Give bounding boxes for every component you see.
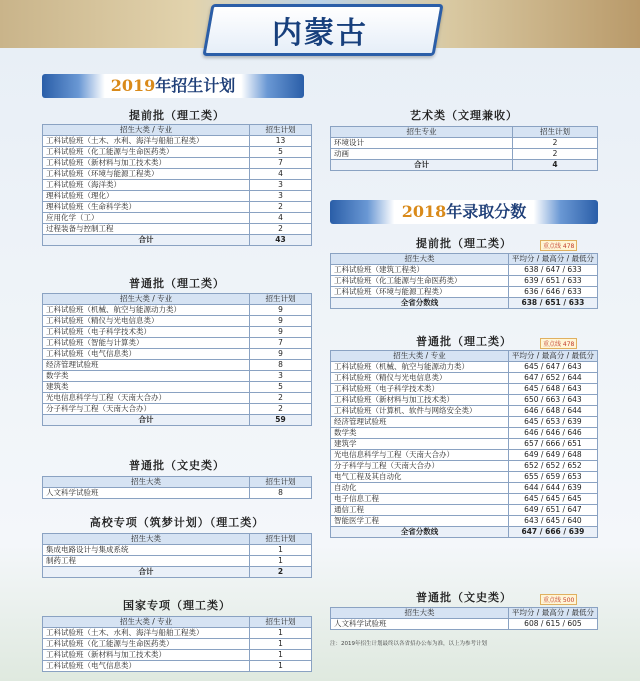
row-label: 工科试验班（电气信息类） (43, 349, 250, 360)
row-label: 电子信息工程 (331, 494, 509, 505)
total-value: 59 (250, 415, 312, 426)
table-row (331, 373, 598, 384)
plan-2019-ribbon (42, 74, 304, 98)
table-row (331, 505, 598, 516)
row-label: 智能医学工程 (331, 516, 509, 527)
row-value: 636 / 646 / 633 (508, 287, 597, 298)
row-value: 5 (250, 147, 312, 158)
row-label: 集成电路设计与集成系统 (43, 545, 250, 556)
table-row (331, 384, 598, 395)
row-value: 645 / 645 / 645 (508, 494, 597, 505)
row-label: 应用化学（工） (43, 213, 250, 224)
score-tiqian-title: 提前批（理工类） (416, 237, 512, 250)
col-header: 招生计划 (250, 617, 312, 628)
total-value: 2 (250, 567, 312, 578)
table-row (331, 276, 598, 287)
row-value: 4 (250, 213, 312, 224)
row-value: 1 (250, 628, 312, 639)
row-value: 3 (250, 371, 312, 382)
total-label: 合计 (43, 415, 250, 426)
row-label: 工科试验班（智能与计算类） (43, 338, 250, 349)
score-tiqian-table (330, 253, 598, 309)
row-label: 数学类 (43, 371, 250, 382)
row-label: 理科试验班（理化） (43, 191, 250, 202)
row-label: 电气工程及其自动化 (331, 472, 509, 483)
total-label: 合计 (43, 567, 250, 578)
table-row (43, 147, 312, 158)
plan-yishu-title: 艺术类（文理兼收） (410, 109, 518, 122)
score-putong-title: 普通批（理工类） (416, 335, 512, 348)
table-row (43, 639, 312, 650)
row-label: 工科试验班（电子科学技术类） (43, 327, 250, 338)
row-label: 工科试验班（建筑工程类） (331, 265, 509, 276)
col-header: 招生计划 (513, 127, 598, 138)
col-header: 招生计划 (250, 294, 312, 305)
table-row (331, 428, 598, 439)
row-value: 1 (250, 545, 312, 556)
row-value: 7 (250, 338, 312, 349)
plan-2019-title (42, 74, 304, 98)
row-value: 8 (250, 488, 312, 499)
row-label: 工科试验班（土木、水利、海洋与船舶工程类） (43, 136, 250, 147)
table-row (43, 338, 312, 349)
table-row (43, 191, 312, 202)
table-row (43, 169, 312, 180)
scores-2018-title-text: 年录取分数 (446, 202, 527, 221)
row-value: 655 / 659 / 653 (508, 472, 597, 483)
row-label: 光电信息科学与工程（天南大合办） (331, 450, 509, 461)
score-wenshi-title: 普通批（文史类） (416, 591, 512, 604)
table-row (43, 404, 312, 415)
row-value: 643 / 645 / 640 (508, 516, 597, 527)
row-value: 2 (250, 404, 312, 415)
row-label: 工科试验班（新材料与加工技术类） (331, 395, 509, 406)
col-header: 招生大类 (43, 534, 250, 545)
row-label: 工科试验班（计算机、软件与网络安全类） (331, 406, 509, 417)
row-value: 2 (513, 138, 598, 149)
row-label: 工科试验班（环境与能源工程类） (43, 169, 250, 180)
row-label: 工科试验班（化工能源与生命医药类） (331, 276, 509, 287)
row-label: 工科试验班（机械、航空与能源动力类） (43, 305, 250, 316)
table-row (43, 371, 312, 382)
row-value: 2 (250, 393, 312, 404)
table-row (43, 180, 312, 191)
table-row (331, 483, 598, 494)
row-label: 数学类 (331, 428, 509, 439)
plan-2019-year: 2019 (110, 76, 156, 95)
row-value: 646 / 646 / 646 (508, 428, 597, 439)
score-putong-table (330, 350, 598, 538)
row-label: 分子科学与工程（天南大合办） (331, 461, 509, 472)
row-label: 人文科学试验班 (331, 619, 509, 630)
total-value: 43 (250, 235, 312, 246)
col-header: 招生大类 / 专业 (331, 351, 509, 362)
row-label: 工科试验班（化工能源与生命医药类） (43, 147, 250, 158)
table-row (331, 619, 598, 630)
row-value: 649 / 651 / 647 (508, 505, 597, 516)
scores-2018-year: 2018 (401, 202, 447, 221)
score-putong-note: 重点线 478 (540, 338, 577, 349)
row-label: 分子科学与工程（天南大合办） (43, 404, 250, 415)
table-row (43, 327, 312, 338)
total-label: 合计 (331, 160, 513, 171)
plan-2019-title-text: 年招生计划 (155, 76, 236, 95)
table-row (331, 461, 598, 472)
table-row (43, 305, 312, 316)
plan-gaoxiao-table (42, 533, 312, 578)
row-label: 动画 (331, 149, 513, 160)
total-row (331, 160, 598, 171)
table-row (331, 149, 598, 160)
row-label: 工科试验班（化工能源与生命医药类） (43, 639, 250, 650)
scores-2018-title (330, 200, 598, 224)
row-value: 9 (250, 327, 312, 338)
row-value: 645 / 648 / 643 (508, 384, 597, 395)
score-wenshi-note: 重点线 500 (540, 594, 577, 605)
row-value: 7 (250, 158, 312, 169)
row-label: 光电信息科学与工程（天南大合办） (43, 393, 250, 404)
row-label: 人文科学试验班 (43, 488, 250, 499)
total-row (331, 527, 598, 538)
col-header: 招生大类 / 专业 (43, 125, 250, 136)
plan-yishu-table (330, 126, 598, 171)
table-row (331, 395, 598, 406)
total-value: 647 / 666 / 639 (508, 527, 597, 538)
table-row (331, 287, 598, 298)
row-label: 工科试验班（电子科学技术类） (331, 384, 509, 395)
plan-guojia-title: 国家专项（理工类） (123, 599, 231, 612)
table-row (43, 316, 312, 327)
col-header: 平均分 / 最高分 / 最低分 (508, 351, 597, 362)
score-tiqian-note: 重点线 478 (540, 240, 577, 251)
table-row (331, 362, 598, 373)
row-label: 建筑类 (43, 382, 250, 393)
row-label: 工科试验班（机械、航空与能源动力类） (331, 362, 509, 373)
row-label: 工科试验班（精仪与光电信息类） (331, 373, 509, 384)
table-row (43, 202, 312, 213)
row-value: 2 (513, 149, 598, 160)
col-header: 招生计划 (250, 534, 312, 545)
col-header: 招生大类 (331, 254, 509, 265)
plan-gaoxiao-title: 高校专项（筑梦计划）（理工类） (89, 516, 265, 529)
col-header: 平均分 / 最高分 / 最低分 (508, 608, 597, 619)
row-value: 650 / 663 / 643 (508, 395, 597, 406)
col-header: 招生计划 (250, 125, 312, 136)
row-label: 工科试验班（海洋类） (43, 180, 250, 191)
row-value: 645 / 653 / 639 (508, 417, 597, 428)
table-row (331, 406, 598, 417)
table-row (43, 158, 312, 169)
row-value: 4 (250, 169, 312, 180)
plan-guojia-table (42, 616, 312, 672)
total-row (43, 235, 312, 246)
scores-2018-ribbon (330, 200, 598, 224)
row-value: 652 / 652 / 652 (508, 461, 597, 472)
table-row (331, 265, 598, 276)
row-label: 建筑学 (331, 439, 509, 450)
table-row (43, 628, 312, 639)
table-row (43, 650, 312, 661)
row-value: 608 / 615 / 605 (508, 619, 597, 630)
table-row (43, 349, 312, 360)
total-value: 4 (513, 160, 598, 171)
row-value: 2 (250, 224, 312, 235)
row-value: 9 (250, 316, 312, 327)
plan-tiqian-title: 提前批（理工类） (129, 109, 225, 122)
region-title: 内蒙古 (272, 16, 368, 51)
row-label: 工科试验班（土木、水利、海洋与船舶工程类） (43, 628, 250, 639)
table-row (331, 516, 598, 527)
row-value: 3 (250, 191, 312, 202)
row-value: 3 (250, 180, 312, 191)
total-row (331, 298, 598, 309)
plan-wenshi-table (42, 476, 312, 499)
row-label: 工科试验班（精仪与光电信息类） (43, 316, 250, 327)
table-row (331, 138, 598, 149)
total-label: 全省分数线 (331, 527, 509, 538)
row-label: 自动化 (331, 483, 509, 494)
row-value: 2 (250, 202, 312, 213)
plan-tiqian-table (42, 124, 312, 246)
footnote: 注：2019年招生计划最终以各省招办公布为准，以上为参考计划 (330, 641, 487, 647)
row-value: 1 (250, 639, 312, 650)
plan-wenshi-title: 普通批（文史类） (129, 459, 225, 472)
row-value: 639 / 651 / 633 (508, 276, 597, 287)
table-row (331, 439, 598, 450)
table-row (43, 556, 312, 567)
plan-putong-table (42, 293, 312, 426)
table-row (43, 661, 312, 672)
table-row (43, 136, 312, 147)
col-header: 招生计划 (250, 477, 312, 488)
col-header: 招生专业 (331, 127, 513, 138)
table-row (43, 360, 312, 371)
table-row (331, 450, 598, 461)
col-header: 招生大类 / 专业 (43, 617, 250, 628)
table-row (43, 488, 312, 499)
table-row (43, 224, 312, 235)
row-value: 644 / 644 / 639 (508, 483, 597, 494)
plan-putong-title: 普通批（理工类） (129, 277, 225, 290)
row-value: 657 / 666 / 651 (508, 439, 597, 450)
table-row (43, 545, 312, 556)
row-label: 经济管理试验班 (43, 360, 250, 371)
row-value: 645 / 647 / 643 (508, 362, 597, 373)
table-row (43, 393, 312, 404)
total-row (43, 415, 312, 426)
row-value: 647 / 652 / 644 (508, 373, 597, 384)
row-label: 制药工程 (43, 556, 250, 567)
total-label: 全省分数线 (331, 298, 509, 309)
row-value: 9 (250, 305, 312, 316)
total-label: 合计 (43, 235, 250, 246)
table-row (43, 382, 312, 393)
row-value: 649 / 649 / 648 (508, 450, 597, 461)
total-row (43, 567, 312, 578)
table-row (331, 494, 598, 505)
row-label: 过程装备与控制工程 (43, 224, 250, 235)
col-header: 招生大类 (331, 608, 509, 619)
row-label: 理科试验班（生命科学类） (43, 202, 250, 213)
row-label: 通信工程 (331, 505, 509, 516)
table-row (43, 213, 312, 224)
row-value: 646 / 648 / 644 (508, 406, 597, 417)
row-label: 工科试验班（环境与能源工程类） (331, 287, 509, 298)
row-value: 13 (250, 136, 312, 147)
row-value: 1 (250, 556, 312, 567)
score-wenshi-table (330, 607, 598, 630)
col-header: 招生大类 (43, 477, 250, 488)
row-label: 经济管理试验班 (331, 417, 509, 428)
row-label: 工科试验班（新材料与加工技术类） (43, 650, 250, 661)
row-value: 638 / 647 / 633 (508, 265, 597, 276)
row-value: 1 (250, 650, 312, 661)
total-value: 638 / 651 / 633 (508, 298, 597, 309)
col-header: 平均分 / 最高分 / 最低分 (508, 254, 597, 265)
col-header: 招生大类 / 专业 (43, 294, 250, 305)
row-value: 9 (250, 349, 312, 360)
row-value: 1 (250, 661, 312, 672)
row-value: 5 (250, 382, 312, 393)
table-row (331, 417, 598, 428)
row-value: 8 (250, 360, 312, 371)
table-row (331, 472, 598, 483)
row-label: 环境设计 (331, 138, 513, 149)
row-label: 工科试验班（新材料与加工技术类） (43, 158, 250, 169)
row-label: 工科试验班（电气信息类） (43, 661, 250, 672)
